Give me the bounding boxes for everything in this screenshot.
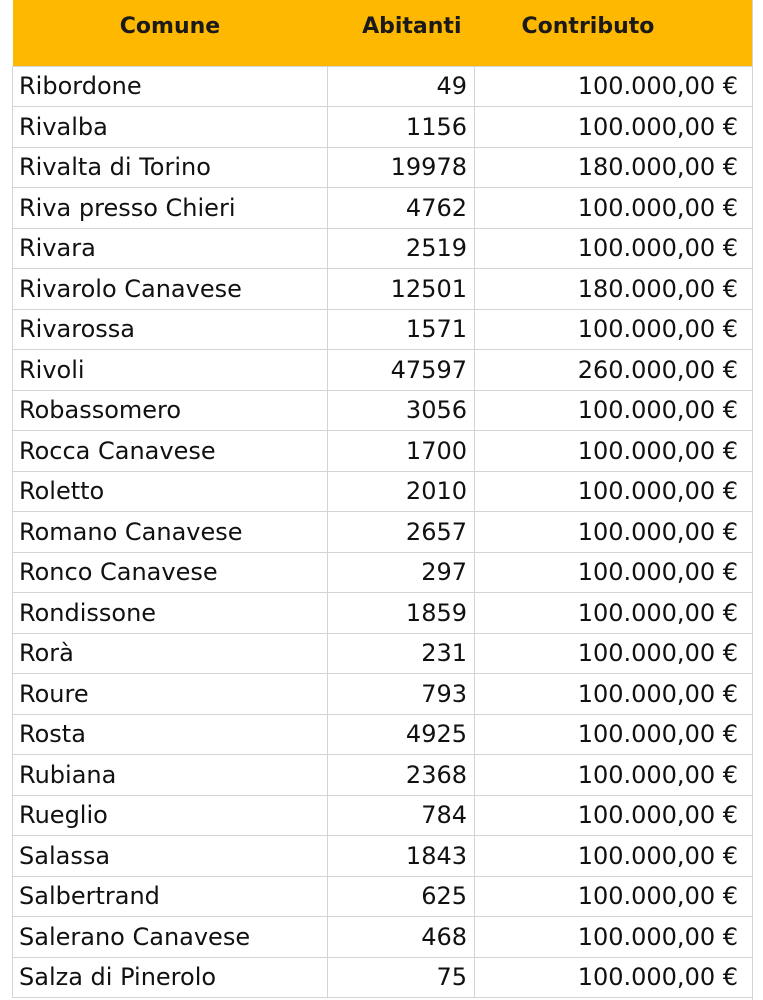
table-row [13, 147, 753, 188]
contributi-table [12, 0, 753, 998]
cell-abitanti[interactable]: 297 [328, 552, 475, 593]
cell-abitanti[interactable]: 2368 [328, 755, 475, 796]
cell-abitanti[interactable]: 784 [328, 795, 475, 836]
cell-abitanti[interactable]: 231 [328, 633, 475, 674]
cell-contributo[interactable]: 100.000,00 € [475, 431, 753, 472]
cell-comune[interactable]: Roure [13, 674, 328, 715]
cell-abitanti[interactable]: 1156 [328, 107, 475, 148]
table-row [13, 269, 753, 310]
cell-contributo[interactable]: 100.000,00 € [475, 390, 753, 431]
cell-abitanti[interactable]: 468 [328, 917, 475, 958]
cell-abitanti[interactable]: 4925 [328, 714, 475, 755]
header-abitanti[interactable]: Abitanti [328, 0, 475, 66]
cell-comune[interactable]: Rivara [13, 228, 328, 269]
cell-abitanti[interactable]: 4762 [328, 188, 475, 229]
cell-abitanti[interactable]: 1843 [328, 836, 475, 877]
table-row [13, 593, 753, 634]
cell-comune[interactable]: Rueglio [13, 795, 328, 836]
cell-comune[interactable]: Roletto [13, 471, 328, 512]
cell-comune[interactable]: Rivalba [13, 107, 328, 148]
table-row [13, 228, 753, 269]
column-divider [752, 0, 753, 1000]
table-row [13, 512, 753, 553]
table-header [13, 0, 753, 66]
cell-comune[interactable]: Rivalta di Torino [13, 147, 328, 188]
header-row [13, 0, 753, 66]
table-row [13, 350, 753, 391]
cell-comune[interactable]: Romano Canavese [13, 512, 328, 553]
cell-comune[interactable]: Salbertrand [13, 876, 328, 917]
cell-comune[interactable]: Rondissone [13, 593, 328, 634]
cell-contributo[interactable]: 100.000,00 € [475, 876, 753, 917]
table-row [13, 390, 753, 431]
cell-comune[interactable]: Rorà [13, 633, 328, 674]
cell-contributo[interactable]: 100.000,00 € [475, 755, 753, 796]
table-body [13, 66, 753, 998]
cell-abitanti[interactable]: 793 [328, 674, 475, 715]
cell-contributo[interactable]: 100.000,00 € [475, 633, 753, 674]
cell-contributo[interactable]: 100.000,00 € [475, 795, 753, 836]
cell-contributo[interactable]: 260.000,00 € [475, 350, 753, 391]
header-contributo[interactable]: Contributo [475, 0, 753, 66]
cell-comune[interactable]: Ribordone [13, 66, 328, 107]
cell-contributo[interactable]: 100.000,00 € [475, 593, 753, 634]
cell-abitanti[interactable]: 19978 [328, 147, 475, 188]
table-row [13, 755, 753, 796]
cell-abitanti[interactable]: 75 [328, 957, 475, 998]
cell-contributo[interactable]: 100.000,00 € [475, 107, 753, 148]
cell-contributo[interactable]: 180.000,00 € [475, 269, 753, 310]
cell-contributo[interactable]: 100.000,00 € [475, 309, 753, 350]
cell-contributo[interactable]: 100.000,00 € [475, 674, 753, 715]
cell-abitanti[interactable]: 12501 [328, 269, 475, 310]
table-row [13, 431, 753, 472]
cell-comune[interactable]: Salza di Pinerolo [13, 957, 328, 998]
cell-abitanti[interactable]: 2010 [328, 471, 475, 512]
table-row [13, 552, 753, 593]
cell-contributo[interactable]: 100.000,00 € [475, 471, 753, 512]
cell-abitanti[interactable]: 2519 [328, 228, 475, 269]
cell-comune[interactable]: Rivarossa [13, 309, 328, 350]
cell-contributo[interactable]: 100.000,00 € [475, 957, 753, 998]
cell-abitanti[interactable]: 49 [328, 66, 475, 107]
table-row [13, 957, 753, 998]
cell-contributo[interactable]: 100.000,00 € [475, 512, 753, 553]
cell-contributo[interactable]: 100.000,00 € [475, 66, 753, 107]
cell-comune[interactable]: Rocca Canavese [13, 431, 328, 472]
cell-contributo[interactable]: 180.000,00 € [475, 147, 753, 188]
cell-abitanti[interactable]: 1859 [328, 593, 475, 634]
table-row [13, 714, 753, 755]
cell-abitanti[interactable]: 1700 [328, 431, 475, 472]
table-row [13, 876, 753, 917]
table-row [13, 633, 753, 674]
cell-comune[interactable]: Salerano Canavese [13, 917, 328, 958]
table-row [13, 309, 753, 350]
table-row [13, 66, 753, 107]
cell-contributo[interactable]: 100.000,00 € [475, 917, 753, 958]
cell-comune[interactable]: Rubiana [13, 755, 328, 796]
cell-comune[interactable]: Rosta [13, 714, 328, 755]
table-row [13, 795, 753, 836]
header-comune[interactable]: Comune [13, 0, 328, 66]
table-row [13, 836, 753, 877]
cell-comune[interactable]: Salassa [13, 836, 328, 877]
cell-abitanti[interactable]: 1571 [328, 309, 475, 350]
cell-abitanti[interactable]: 2657 [328, 512, 475, 553]
cell-contributo[interactable]: 100.000,00 € [475, 552, 753, 593]
cell-contributo[interactable]: 100.000,00 € [475, 714, 753, 755]
table-row [13, 188, 753, 229]
cell-contributo[interactable]: 100.000,00 € [475, 188, 753, 229]
cell-abitanti[interactable]: 3056 [328, 390, 475, 431]
table-row [13, 917, 753, 958]
cell-comune[interactable]: Riva presso Chieri [13, 188, 328, 229]
cell-contributo[interactable]: 100.000,00 € [475, 228, 753, 269]
table-row [13, 107, 753, 148]
cell-comune[interactable]: Rivarolo Canavese [13, 269, 328, 310]
cell-comune[interactable]: Robassomero [13, 390, 328, 431]
cell-comune[interactable]: Rivoli [13, 350, 328, 391]
table-row [13, 471, 753, 512]
cell-comune[interactable]: Ronco Canavese [13, 552, 328, 593]
table-row [13, 674, 753, 715]
cell-abitanti[interactable]: 47597 [328, 350, 475, 391]
cell-contributo[interactable]: 100.000,00 € [475, 836, 753, 877]
cell-abitanti[interactable]: 625 [328, 876, 475, 917]
